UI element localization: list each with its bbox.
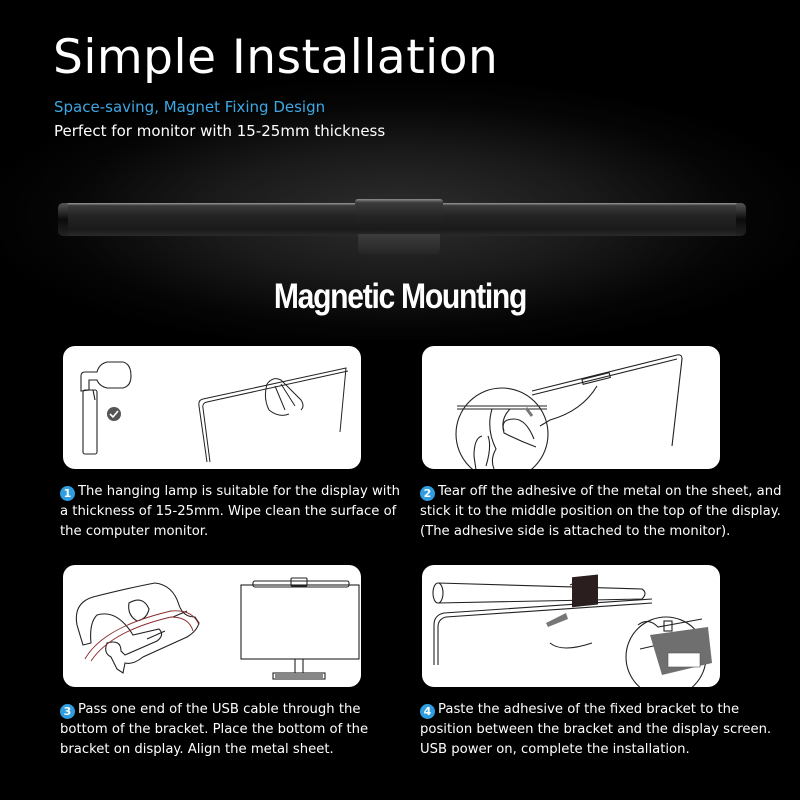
lamp-end-cap-right: [736, 203, 746, 236]
subtitle-thickness: Perfect for monitor with 15-25mm thickness: [54, 122, 386, 140]
step-text: The hanging lamp is suitable for the display with a thickness of 15-25mm. Wipe clean the surface of the computer monitor.: [60, 484, 400, 539]
bracket-with-usb-cable-icon: [63, 565, 361, 687]
sticking-metal-sheet-icon: [422, 346, 720, 469]
lamp-mounted-bracket-icon: [422, 565, 720, 687]
step-4-description: [420, 700, 795, 760]
step-1-illustration: [63, 346, 361, 469]
lamp-clip-bracket: [358, 234, 440, 254]
step-number-badge: 4: [420, 704, 435, 719]
lamp-clip-and-wiping-monitor-icon: [63, 346, 361, 469]
step-text: Pass one end of the USB cable through the bottom of the bracket. Place the bottom of the bracket on display. Align the metal sheet.: [60, 702, 369, 757]
subtitle-feature: Space-saving, Magnet Fixing Design: [54, 98, 326, 116]
step-3-illustration: [63, 565, 361, 687]
step-number-badge: 2: [420, 486, 435, 501]
section-heading: Magnetic Mounting: [273, 277, 527, 316]
lamp-end-cap-left: [58, 203, 68, 236]
page-title: Simple Installation: [53, 30, 499, 85]
step-number-badge: 3: [60, 704, 75, 719]
step-2-illustration: [422, 346, 720, 469]
lamp-clip-top: [355, 199, 443, 229]
step-text: Tear off the adhesive of the metal on the sheet, and stick it to the middle position on the top of the display. (The adhesive side is attached to the monitor).: [420, 484, 782, 539]
step-2-description: [420, 482, 795, 542]
step-4-illustration: [422, 565, 720, 687]
step-1-description: [60, 482, 400, 542]
step-text: Paste the adhesive of the fixed bracket to the position between the bracket and the display screen. USB power on, complete the installation.: [420, 702, 772, 757]
step-number-badge: 1: [60, 486, 75, 501]
step-3-description: [60, 700, 400, 760]
